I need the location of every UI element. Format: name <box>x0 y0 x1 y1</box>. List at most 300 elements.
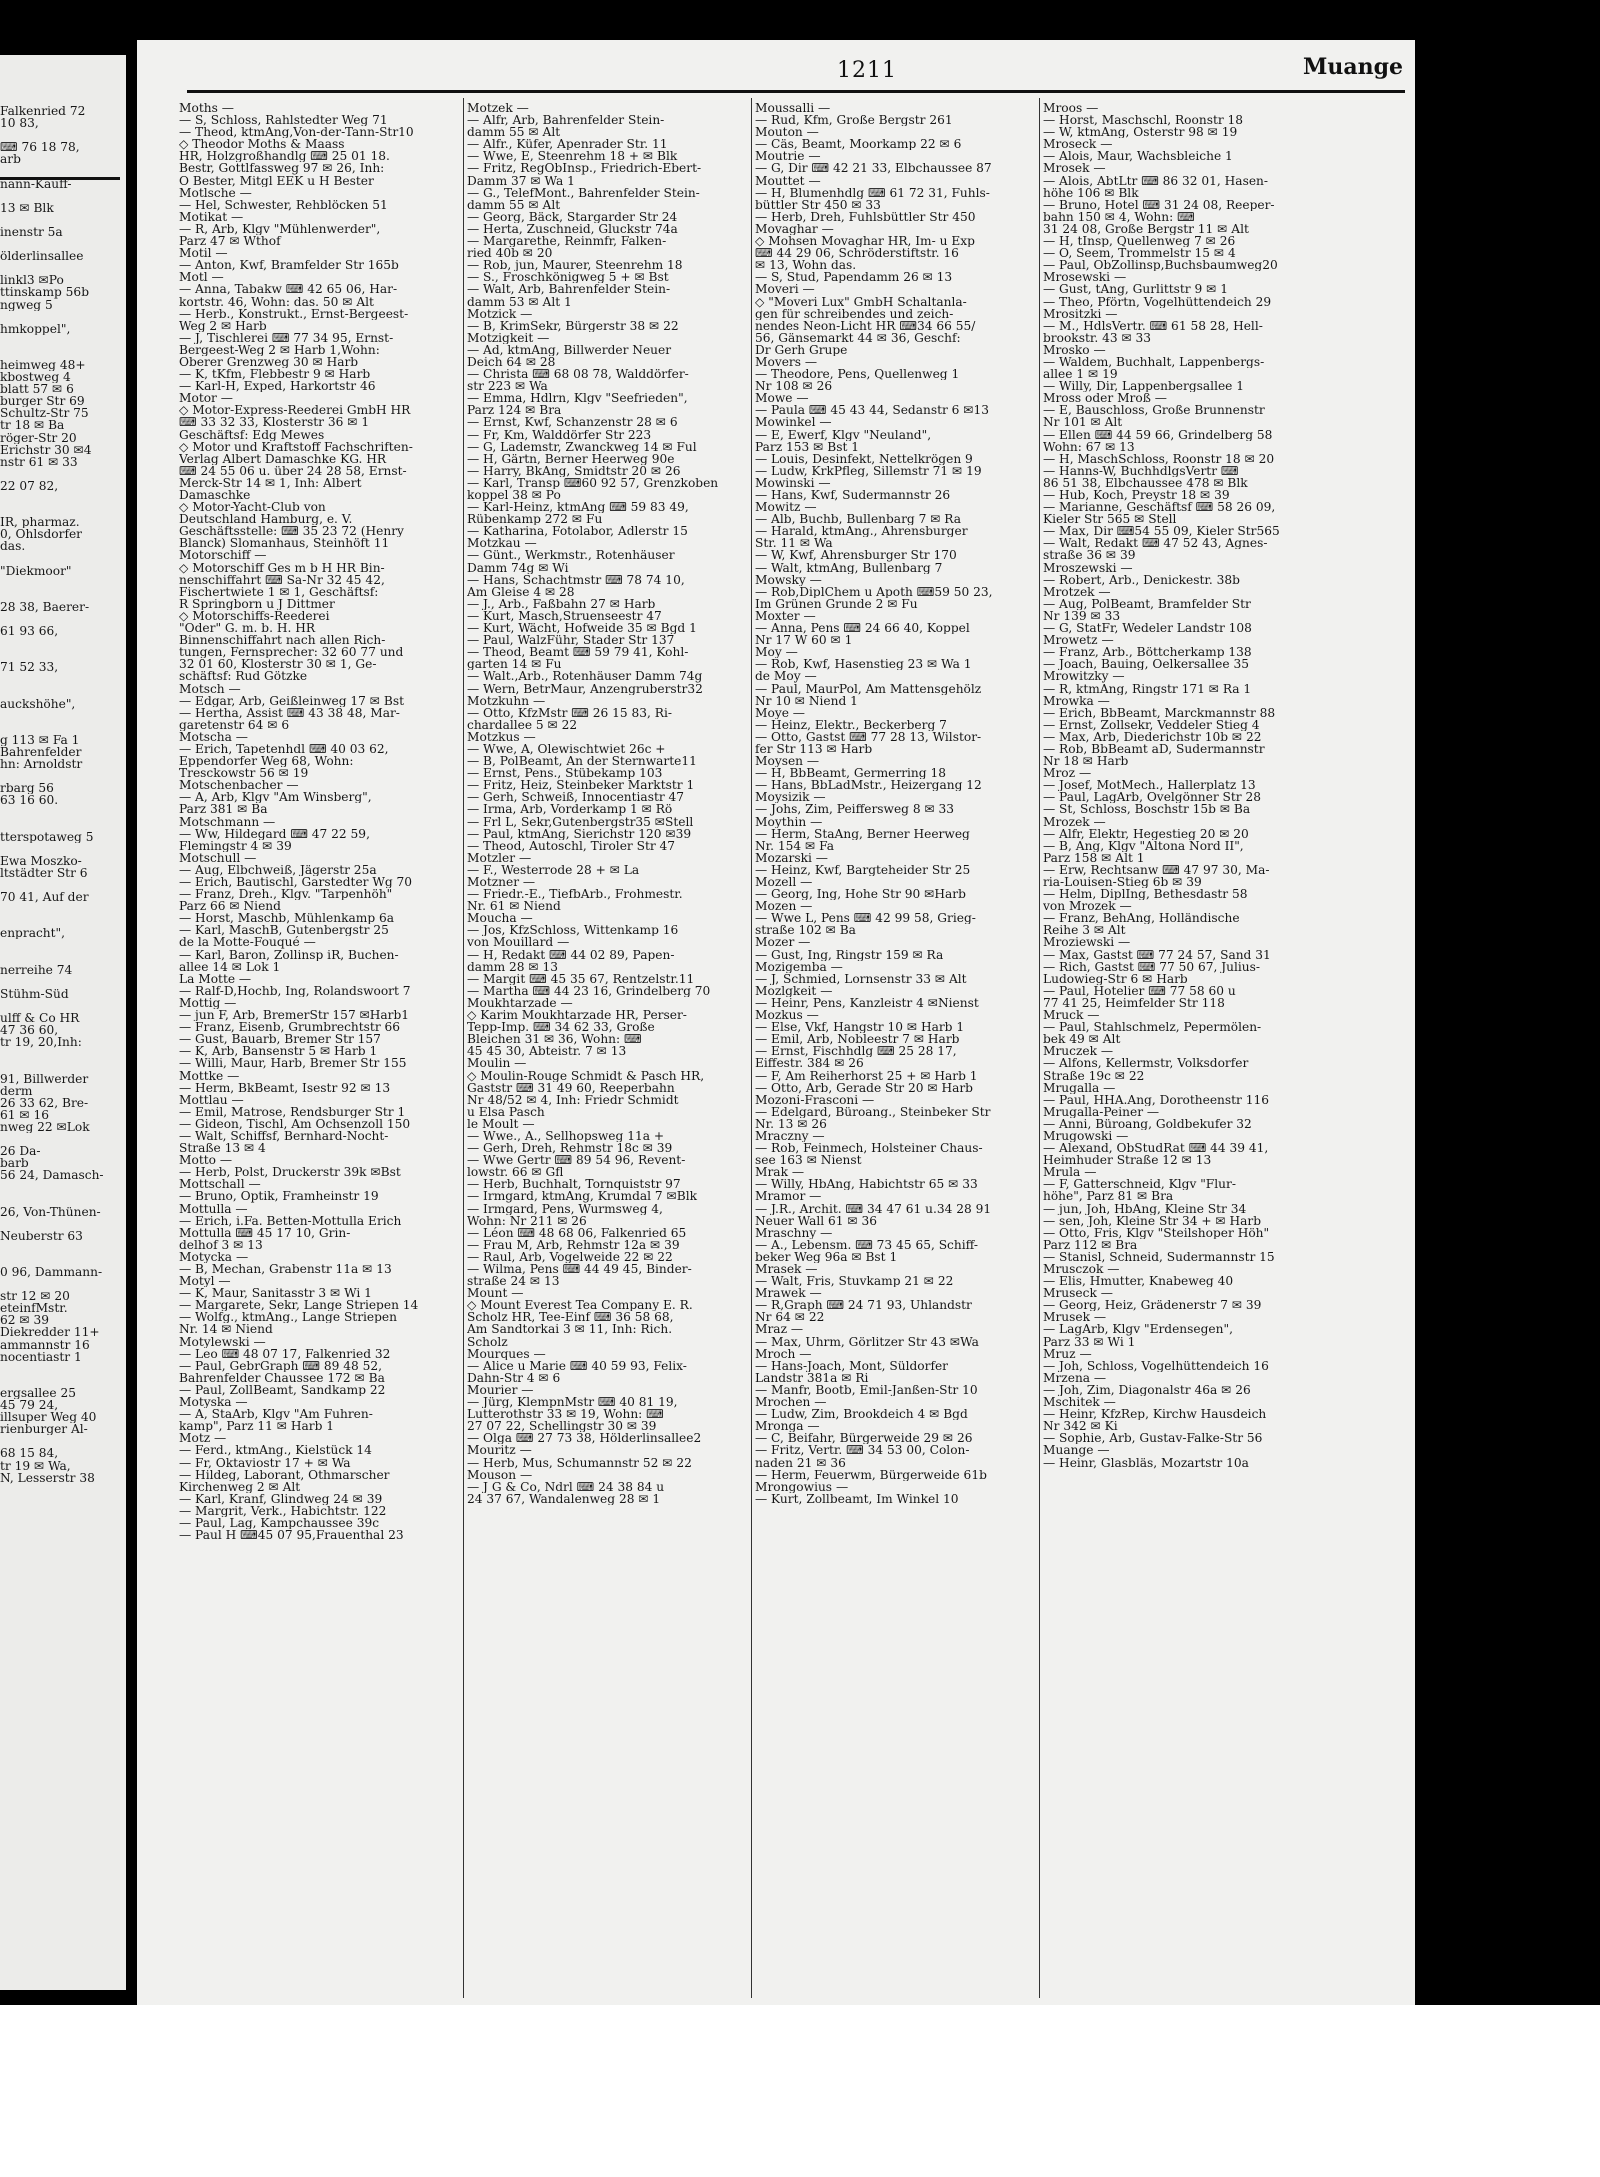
directory-entry-line: — Karl, MaschB, Gutenbergstr 25 <box>179 924 389 937</box>
directory-entry-line: — Heinz, Elektr., Beckerberg 7 <box>755 718 947 731</box>
directory-entry-line: delhof 3 ✉ 13 <box>179 1238 263 1251</box>
directory-entry-line: — Karl, Baron, Zollinsp iR, Buchen- <box>179 948 399 961</box>
directory-entry-line: büttler Str 450 ✉ 33 <box>755 198 881 211</box>
directory-entry-line <box>0 311 126 323</box>
directory-entry-line: — Fr, Km, Walddörfer Str 223 <box>467 428 652 441</box>
directory-entry-line: Heimhuder Straße 12 ✉ 13 <box>1043 1154 1212 1167</box>
directory-entry-line: Fischertwiete 1 ✉ 1, Geschäftsf: <box>179 585 379 598</box>
directory-entry-line: — Katharina, Fotolabor, Adlerstr 15 <box>467 525 688 538</box>
directory-column-3 <box>755 102 1037 1997</box>
directory-entry-line: tr 19 ✉ Wa, <box>0 1459 71 1472</box>
directory-entry-line: Nr. 61 ✉ Niend <box>467 900 561 913</box>
directory-entry-line: — Paul, ObZollinsp,Buchsbaumweg20 <box>1043 259 1278 272</box>
directory-entry-line: Parz 66 ✉ Niend <box>179 900 281 913</box>
directory-entry-line: Motschull — <box>179 851 257 864</box>
directory-entry-line: Mruck — <box>1043 1009 1100 1022</box>
directory-entry-line <box>0 915 126 927</box>
directory-entry-line <box>0 673 126 685</box>
directory-entry-line: — Ernst, Zollsekr, Veddeler Stieg 4 <box>1043 718 1260 731</box>
directory-entry-line: Motzigkeit — <box>467 331 550 344</box>
directory-entry-line: Mourques — <box>467 1347 546 1360</box>
directory-entry-line: Mottulla ⌨ 45 17 10, Grin- <box>179 1226 351 1239</box>
directory-entry-line: ◇ Motor-Yacht-Club von <box>179 501 326 514</box>
directory-entry-line: — Joach, Bauing, Oelkersallee 35 <box>1043 658 1249 671</box>
directory-entry-line: bahn 150 ✉ 4, Wohn: ⌨ <box>1043 210 1195 223</box>
directory-entry-line: Parz 112 ✉ Bra <box>1043 1238 1138 1251</box>
directory-entry-line: Mrosek — <box>1043 162 1106 175</box>
directory-entry-line: — Jürg, KlempnMstr ⌨ 40 81 19, <box>467 1396 678 1409</box>
directory-entry-line: "Oder" G. m. b. H. HR <box>179 622 316 635</box>
directory-entry-line: 86 51 38, Elbchaussee 478 ✉ Blk <box>1043 476 1248 489</box>
directory-entry-line: — Alice u Marie ⌨ 40 59 93, Felix- <box>467 1359 687 1372</box>
directory-entry-line: Landstr 381a ✉ Ri <box>755 1371 869 1384</box>
directory-entry-line: Dahn-Str 4 ✉ 6 <box>467 1371 561 1384</box>
directory-entry-line: heimweg 48+ <box>0 358 86 372</box>
directory-entry-line <box>0 492 126 504</box>
directory-entry-line: Moussalli — <box>755 102 831 115</box>
directory-entry-line: Mouson — <box>467 1468 533 1481</box>
directory-entry-line: — Aug, PolBeamt, Bramfelder Str <box>1043 597 1251 610</box>
directory-entry-line: Mowsky — <box>755 573 822 586</box>
directory-column-1 <box>179 102 461 1997</box>
directory-entry-line: Motzick — <box>467 307 533 320</box>
directory-entry-line: hn: Arnoldstr <box>0 758 83 771</box>
directory-entry-line: Scholz <box>467 1335 508 1348</box>
directory-entry-line <box>0 903 126 915</box>
directory-entry-line: 47 36 60, <box>0 1024 59 1037</box>
directory-entry-line: R Springborn u J Dittmer <box>179 597 335 610</box>
directory-entry-line: — Helm, Diplİng, Bethesdastr 58 <box>1043 888 1248 901</box>
directory-entry-line: — Georg, Heiz, Grädenerstr 7 ✉ 39 <box>1043 1299 1262 1312</box>
directory-entry-line: Mrositzki — <box>1043 307 1118 320</box>
directory-entry-line: Mozigemba — <box>755 960 843 973</box>
directory-entry-line: — Erw, Rechtsanw ⌨ 47 97 30, Ma- <box>1043 863 1270 876</box>
directory-entry-line: Eppendorfer Weg 68, Wohn: <box>179 755 354 768</box>
directory-entry-line: Mozlgkeit — <box>755 984 833 997</box>
directory-entry-line: — Alfr, Arb, Bahrenfelder Stein- <box>467 114 665 127</box>
directory-entry-line: — Louis, Desinfekt, Nettelkrögen 9 <box>755 452 973 465</box>
directory-entry-line <box>0 589 126 601</box>
directory-entry-line: Mraczny — <box>755 1129 825 1143</box>
directory-entry-line: HR, Holzgroßhandlg ⌨ 25 01 18. <box>179 150 390 163</box>
directory-entry-line: Mramor — <box>755 1190 822 1203</box>
directory-entry-line: — Georg, Bäck, Stargarder Str 24 <box>467 210 678 223</box>
directory-entry-line: — Wwe, E, Steenrehm 18 + ✉ Blk <box>467 150 678 163</box>
directory-entry-line <box>0 843 126 855</box>
directory-entry-line: — Walt, Fris, Stuvkamp 21 ✉ 22 <box>755 1275 954 1288</box>
directory-entry-line <box>0 238 126 250</box>
directory-entry-line: — Erich, BbBeamt, Marckmannstr 88 <box>1043 706 1276 719</box>
directory-entry-line: — Herm, BkBeamt, Isestr 92 ✉ 13 <box>179 1081 391 1094</box>
directory-entry-line: damm 53 ✉ Alt 1 <box>467 295 572 308</box>
directory-entry-line: str 223 ✉ Wa <box>467 380 548 393</box>
directory-entry-line: Parz 33 ✉ Wi 1 <box>1043 1335 1136 1348</box>
directory-entry-line: Mouton — <box>755 126 819 139</box>
directory-entry-line: Moths — <box>179 102 234 115</box>
directory-entry-line: Motscha — <box>179 730 248 743</box>
directory-entry-line: Ewa Moszko- <box>0 854 82 867</box>
directory-entry-line: Mount — <box>467 1287 524 1300</box>
directory-entry-line: — F, Am Reiherhorst 25 + ✉ Harb 1 <box>755 1069 978 1082</box>
directory-entry-line: — Hub, Koch, Preystr 18 ✉ 39 <box>1043 489 1230 502</box>
directory-entry-line: — Ludw, KrkPfleg, Sillemstr 71 ✉ 19 <box>755 464 982 477</box>
directory-entry-line: ölderlinsallee <box>0 250 84 263</box>
directory-entry-line: — Manfr, Bootb, Emil-Janßen-Str 10 <box>755 1383 978 1397</box>
directory-entry-line: — Wern, BetrMaur, Anzengruberstr32 <box>467 682 703 695</box>
directory-entry-line: ⌨ 33 32 33, Klosterstr 36 ✉ 1 <box>179 416 370 429</box>
directory-entry-line: allee 1 ✉ 19 <box>1043 368 1118 381</box>
directory-entry-line: tungen, Fernsprecher: 32 60 77 und <box>179 646 404 659</box>
directory-entry-line: — Willi, Maur, Harb, Bremer Str 155 <box>179 1057 407 1070</box>
page-number: 1211 <box>837 58 897 83</box>
directory-entry-line: — Otto, Gastst ⌨ 77 28 13, Wilstor- <box>755 730 982 743</box>
directory-entry-line: — Alfr., Küfer, Apenrader Str. 11 <box>467 138 668 151</box>
directory-entry-line: — M., HdlsVertr. ⌨ 61 58 28, Hell- <box>1043 319 1263 332</box>
directory-entry-line: — Paul, ZollBeamt, Sandkamp 22 <box>179 1383 386 1397</box>
directory-entry-line: — Heinr, Pens, Kanzleistr 4 ✉Nienst <box>755 996 979 1010</box>
directory-entry-line: 26 33 62, Bre- <box>0 1096 89 1109</box>
directory-entry-line <box>0 335 126 347</box>
directory-entry-line: straße 36 ✉ 39 <box>1043 549 1136 562</box>
directory-entry-line: Kirchenweg 2 ✉ Alt <box>179 1480 301 1493</box>
directory-entry-line: — Margarethe, Reinmfr, Falken- <box>467 235 667 248</box>
directory-entry-line <box>0 819 126 831</box>
directory-entry-line: — Georg, Ing, Hohe Str 90 ✉Harb <box>755 888 966 901</box>
directory-entry-line: Moye — <box>755 706 805 719</box>
directory-entry-line: — Karl, Transp ⌨60 92 57, Grenzkoben <box>467 476 719 489</box>
directory-entry-line <box>0 262 126 274</box>
directory-entry-line: — S, Schloss, Rahlstedter Weg 71 <box>179 114 388 127</box>
directory-entry-line: u Elsa Pasch <box>467 1105 545 1118</box>
directory-entry-line: — Wolfg., ktmAng., Lange Striepen <box>179 1311 397 1324</box>
directory-entry-line: — Heinr, KfzRep, Kirchw Hausdeich <box>1043 1408 1267 1421</box>
directory-entry-line: — Günt., Werkmstr., Rotenhäuser <box>467 549 675 562</box>
scan-margin <box>0 2005 1600 2177</box>
directory-entry-line: Damm 74g ✉ Wi <box>467 561 569 574</box>
directory-entry-line: Mraschny — <box>755 1226 833 1239</box>
directory-entry-line: brookstr. 43 ✉ 33 <box>1043 331 1152 344</box>
directory-entry-line: — S, Stud, Papendamm 26 ✉ 13 <box>755 271 953 284</box>
directory-entry-line: — K, Arb, Bansenstr 5 ✉ Harb 1 <box>179 1045 378 1058</box>
directory-entry-line: Mottke — <box>179 1069 240 1082</box>
directory-entry-line: Oberer Grenzweg 30 ✉ Harb <box>179 355 359 369</box>
directory-entry-line: Rübenkamp 272 ✉ Fu <box>467 513 603 526</box>
directory-column-2 <box>467 102 749 1997</box>
directory-entry-line: bek 49 ✉ Alt <box>1043 1033 1121 1046</box>
directory-entry-line: 56, Gänsemarkt 44 ✉ 36, Geschf: <box>755 331 961 344</box>
directory-entry-line: Tresckowstr 56 ✉ 19 <box>179 767 309 780</box>
directory-entry-line: Bergeest-Weg 2 ✉ Harb 1,Wohn: <box>179 343 380 356</box>
directory-entry-line <box>0 770 126 782</box>
directory-entry-line: — O, Seem, Trommelstr 15 ✉ 4 <box>1043 247 1236 260</box>
directory-entry-line: Moulin — <box>467 1057 527 1070</box>
directory-entry-line: Movers — <box>755 355 818 369</box>
directory-entry-line: Deich 64 ✉ 28 <box>467 355 556 369</box>
directory-entry-line: — Wwe, A, Olewischtwiet 26c + <box>467 742 666 756</box>
directory-entry-line: — K, Maur, Sanitasstr 3 ✉ Wi 1 <box>179 1287 372 1300</box>
directory-entry-line: Blanck) Slomanhaus, Steinhöft 11 <box>179 537 390 550</box>
directory-entry-line: — J.R., Archit. ⌨ 34 47 61 u.34 28 91 <box>755 1202 992 1215</box>
directory-entry-line: nstr 61 ✉ 33 <box>0 455 78 468</box>
directory-entry-line: — A., Lebensm. ⌨ 73 45 65, Schiff- <box>755 1238 978 1251</box>
directory-entry-line: — Frl L, Sekr,Gutenbergstr35 ✉Stell <box>467 815 694 828</box>
directory-entry-line: Gaststr ⌨ 31 49 60, Reeperbahn <box>467 1081 675 1094</box>
directory-entry-line: — Léon ⌨ 48 68 06, Falkenried 65 <box>467 1226 687 1239</box>
directory-entry-line <box>0 637 126 649</box>
directory-entry-line: auckshöhe", <box>0 697 76 710</box>
directory-entry-line: tterspotaweg 5 <box>0 830 94 843</box>
directory-entry-line: — Theod, ktmAng,Von-der-Tann-Str10 <box>179 126 414 139</box>
directory-entry-line: Straße 19c ✉ 22 <box>1043 1069 1145 1082</box>
directory-entry-line: Mouritz — <box>467 1444 532 1457</box>
directory-entry-line: — Emma, Hdlrn, Klgv "Seefrieden", <box>467 392 688 405</box>
directory-entry-line: höhe 106 ✉ Blk <box>1043 186 1139 199</box>
directory-entry-line: nenschiffahrt ⌨ Sa-Nr 32 45 42, <box>179 573 385 586</box>
directory-entry-line: — Irma, Arb, Vorderkamp 1 ✉ Rö <box>467 803 673 816</box>
directory-entry-line: — Wilma, Pens ⌨ 44 49 45, Binder- <box>467 1263 692 1276</box>
directory-entry-line: — Hanns-W, BuchhdlgsVertr ⌨ <box>1043 464 1239 477</box>
directory-entry-line: garten 14 ✉ Fu <box>467 658 562 671</box>
directory-entry-line: Mowinski — <box>755 476 831 489</box>
directory-entry-line: Parz 124 ✉ Bra <box>467 404 562 417</box>
directory-entry-line: — Willy, Dir, Lappenbergsallee 1 <box>1043 380 1245 393</box>
directory-entry-line: Mrowetz — <box>1043 634 1114 647</box>
directory-entry-line: 71 52 33, <box>0 661 59 674</box>
directory-entry-line: — G., TelefMont., Bahrenfelder Stein- <box>467 186 700 199</box>
directory-page <box>137 40 1415 2005</box>
directory-entry-line: Motzner — <box>467 876 536 889</box>
directory-entry-line: — J., Arb., Faßbahn 27 ✉ Harb <box>467 597 656 610</box>
directory-entry-line: — E, Ewerf, Klgv "Neuland", <box>755 428 932 441</box>
directory-entry-line: Lutterothstr 33 ✉ 19, Wohn: ⌨ <box>467 1408 664 1421</box>
directory-entry-line: kbostweg 4 <box>0 371 71 384</box>
directory-entry-line: Nr 139 ✉ 33 <box>1043 609 1121 623</box>
directory-entry-line: Moveri — <box>755 283 815 296</box>
directory-entry-line: — Fritz, RegObInsp., Friedrich-Ebert- <box>467 162 702 175</box>
directory-entry-line <box>0 1254 126 1266</box>
directory-entry-line: — Gust, Ing, Ringstr 159 ✉ Ra <box>755 948 944 961</box>
directory-entry-line: — Harry, BkAng, Smidtstr 20 ✉ 26 <box>467 464 681 477</box>
directory-entry-line <box>0 649 126 661</box>
directory-entry-line: — Ludw, Zim, Brookdeich 4 ✉ Bgd <box>755 1408 968 1421</box>
directory-entry-line: Am Gleise 4 ✉ 28 <box>467 585 575 598</box>
directory-entry-line: ttinskamp 56b <box>0 286 89 299</box>
directory-entry-line: allee 14 ✉ Lok 1 <box>179 960 281 973</box>
directory-entry-line: Mrugalla-Peiner — <box>1043 1105 1160 1118</box>
directory-entry-line: Mowe — <box>755 392 809 405</box>
directory-entry-line: 62 ✉ 39 <box>0 1314 49 1327</box>
directory-entry-line: — Herta, Zuschneid, Gluckstr 74a <box>467 222 678 236</box>
directory-entry-line: 61 93 66, <box>0 625 59 638</box>
directory-entry-line: hmkoppel", <box>0 322 71 335</box>
directory-entry-line: Mrula — <box>1043 1166 1097 1179</box>
directory-entry-line: Motyl — <box>179 1275 231 1288</box>
directory-entry-line <box>0 504 126 516</box>
directory-entry-line: Mrozek — <box>1043 815 1106 828</box>
directory-entry-line: — Paul, LagArb, Ovelgönner Str 28 <box>1043 791 1262 804</box>
directory-entry-line: 0, Ohlsdorfer <box>0 528 83 541</box>
directory-entry-line: — Anni, Büroang, Goldbekufer 32 <box>1043 1117 1252 1130</box>
directory-entry-line: 61 ✉ 16 <box>0 1108 49 1121</box>
directory-entry-line: Nr 64 ✉ 22 <box>755 1311 825 1324</box>
directory-entry-line <box>0 1000 126 1012</box>
directory-entry-line: — Walt, ktmAng, Bullenbarg 7 <box>755 561 943 574</box>
directory-entry-line: Motil — <box>179 247 228 260</box>
directory-entry-line: Mross oder Mroß — <box>1043 392 1167 405</box>
directory-entry-line <box>0 1048 126 1060</box>
directory-entry-line: — H, tInsp, Quellenweg 7 ✉ 26 <box>1043 235 1236 248</box>
directory-entry-line: "Diekmoor" <box>0 564 72 577</box>
directory-entry-line: Motzkuhn — <box>467 694 546 707</box>
directory-entry-line: — sen, Joh, Kleine Str 34 + ✉ Harb <box>1043 1214 1262 1227</box>
directory-entry-line: — Edelgard, Büroang., Steinbeker Str <box>755 1105 991 1118</box>
directory-entry-line: Wohn: Nr 211 ✉ 26 <box>467 1214 587 1227</box>
directory-entry-line: Neuberstr 63 <box>0 1229 83 1242</box>
directory-entry-line: Nr 10 ✉ Niend 1 <box>755 694 858 707</box>
directory-entry-line: — Herb., Konstrukt., Ernst-Bergeest- <box>179 307 409 320</box>
directory-entry-line: — F., Westerrode 28 + ✉ La <box>467 863 640 876</box>
directory-entry-line: Erichstr 30 ✉4 <box>0 443 92 456</box>
directory-entry-line: Mrongowius — <box>755 1480 849 1493</box>
directory-entry-line: ◇ Motorschiffs-Reederei <box>179 609 330 623</box>
directory-entry-line: — Herm, StaAng, Berner Heerweg <box>755 827 970 840</box>
directory-entry-line: Mouttet — <box>755 174 821 187</box>
directory-entry-line: Mrzena — <box>1043 1371 1107 1384</box>
directory-entry-line: — Anton, Kwf, Bramfelder Str 165b <box>179 259 399 272</box>
directory-entry-line: Parz 153 ✉ Bst 1 <box>755 440 859 453</box>
directory-entry-line <box>0 1435 126 1447</box>
directory-entry-line: Moutrie — <box>755 150 821 163</box>
directory-entry-line: 56 24, Damasch- <box>0 1169 104 1182</box>
directory-entry-line: ◇ Theodor Moths & Maass <box>179 138 345 151</box>
directory-entry-line: Mozoni-Frasconi — <box>755 1093 875 1106</box>
directory-entry-line: Mottulla — <box>179 1202 248 1215</box>
directory-entry-line: Straße 13 ✉ 4 <box>179 1142 266 1155</box>
directory-entry-line: — Rich, Gastst ⌨ 77 50 67, Julius- <box>1043 960 1260 973</box>
directory-entry-line: — Margit ⌨ 45 35 67, Rentzelstr.11 <box>467 972 695 985</box>
directory-entry-line: — H, MaschSchloss, Roonstr 18 ✉ 20 <box>1043 452 1275 465</box>
directory-entry-line: — H, Gärtn, Berner Heerweg 90e <box>467 452 675 465</box>
directory-entry-line: blatt 57 ✉ 6 <box>0 383 74 396</box>
directory-entry-line: — Leo ⌨ 48 07 17, Falkenried 32 <box>179 1347 391 1360</box>
directory-entry-line: — Gerh, Schweiß, Innocentiastr 47 <box>467 791 685 804</box>
directory-entry-line: — Sophie, Arb, Gustav-Falke-Str 56 <box>1043 1432 1263 1445</box>
header-rule <box>187 90 1405 93</box>
directory-entry-line: — Ww, Hildegard ⌨ 47 22 59, <box>179 827 370 840</box>
directory-entry-line: — Margarete, Sekr, Lange Striepen 14 <box>179 1299 419 1312</box>
directory-entry-line: — Paul, WalzFühr, Stader Str 137 <box>467 634 675 647</box>
directory-entry-line: Bahrenfelder Chaussee 172 ✉ Ba <box>179 1371 385 1384</box>
directory-entry-line: 10 83, <box>0 117 39 130</box>
directory-entry-line: Moysizik — <box>755 791 826 804</box>
directory-entry-line: — Franz, Arb., Böttcherkamp 138 <box>1043 646 1252 659</box>
directory-entry-line: Motorschiff — <box>179 549 267 562</box>
directory-entry-line: Damm 37 ✉ Wa 1 <box>467 174 575 187</box>
directory-entry-line: — Ellen ⌨ 44 59 66, Grindelberg 58 <box>1043 428 1273 441</box>
directory-entry-line: — Rob, Kwf, Hasenstieg 23 ✉ Wa 1 <box>755 658 972 671</box>
directory-entry-line: — Franz, BehAng, Holländische <box>1043 912 1240 925</box>
directory-entry-line: 24 37 67, Wandalenweg 28 ✉ 1 <box>467 1492 661 1505</box>
directory-entry-line: — Paul, ktmAng, Sierichstr 120 ✉39 <box>467 827 692 840</box>
directory-entry-line: 28 38, Baerer- <box>0 600 90 613</box>
directory-entry-line <box>0 879 126 891</box>
directory-entry-line: — W, ktmAng, Osterstr 98 ✉ 19 <box>1043 126 1238 139</box>
directory-entry-line: — Harald, ktmAng., Ahrensburger <box>755 525 968 538</box>
directory-entry-line: — Hans, Schachtmstr ⌨ 78 74 10, <box>467 573 685 586</box>
directory-entry-line: — Karl-Heinz, ktmAng ⌨ 59 83 49, <box>467 501 689 514</box>
directory-entry-line: Mowinkel — <box>755 416 832 429</box>
directory-entry-line: — Gust, tAng, Gurlittstr 9 ✉ 1 <box>1043 283 1228 296</box>
directory-entry-line: — Theod, Autoschl, Tiroler Str 47 <box>467 839 676 852</box>
directory-entry-line: Mroseck — <box>1043 138 1113 151</box>
directory-entry-line <box>0 1363 126 1375</box>
directory-entry-line: Tepp-Imp. ⌨ 34 62 33, Große <box>467 1021 655 1034</box>
directory-entry-line: — Ernst, Fischhdlg ⌨ 25 28 17, <box>755 1045 957 1058</box>
directory-entry-line: das. <box>0 540 26 553</box>
directory-entry-line: Scholz HR, Tee-Einf ⌨ 36 58 68, <box>467 1311 674 1324</box>
directory-entry-line: Motzler — <box>467 851 532 864</box>
directory-entry-line: — Friedr.-E., TiefbArb., Frohmestr. <box>467 888 683 901</box>
directory-entry-line: Motylewski — <box>179 1335 266 1348</box>
running-head: Muange <box>1303 54 1403 80</box>
directory-entry-line: Mroszewski — <box>1043 561 1133 574</box>
directory-entry-line: 63 16 60. <box>0 794 59 807</box>
directory-entry-line: — Ralf-D,Hochb, Ing, Rolandswoort 7 <box>179 984 411 997</box>
directory-entry-line: — Alfons, Kellermstr, Volksdorfer <box>1043 1057 1249 1070</box>
directory-entry-line: fer Str 113 ✉ Harb <box>755 742 873 756</box>
directory-entry-line: Mourier — <box>467 1383 534 1397</box>
directory-entry-line: Mrochen — <box>755 1396 827 1409</box>
directory-entry-line: — Walt.,Arb., Rotenhäuser Damm 74g <box>467 670 703 683</box>
directory-entry-line <box>0 347 126 359</box>
directory-entry-line: Motz — <box>179 1432 227 1445</box>
directory-entry-line: — S., Froschkönigweg 5 + ✉ Bst <box>467 271 669 284</box>
directory-entry-line: — Horst, Maschb, Mühlenkamp 6a <box>179 912 395 925</box>
directory-entry-line: — Christa ⌨ 68 08 78, Walddörfer- <box>467 368 689 381</box>
directory-entry-line: — Rud, Kfm, Große Bergstr 261 <box>755 114 953 127</box>
directory-entry-line: — Otto, Fris, Klgv "Steilshoper Höh" <box>1043 1226 1270 1239</box>
directory-entry-line: Mroos — <box>1043 102 1099 115</box>
directory-entry-line: — Paul, GebrGraph ⌨ 89 48 52, <box>179 1359 383 1372</box>
directory-entry-line: Motikat — <box>179 210 244 223</box>
directory-entry-line: Falkenried 72 <box>0 105 86 118</box>
directory-entry-line: Bahrenfelder <box>0 745 82 759</box>
directory-entry-line: ltstädter Str 6 <box>0 866 88 879</box>
directory-entry-line: — Herm, Feuerwm, Bürgerweide 61b <box>755 1468 987 1481</box>
directory-entry-line: — Paul H ⌨45 07 95,Frauenthal 23 <box>179 1529 404 1542</box>
directory-entry-line: Mrusek — <box>1043 1311 1107 1324</box>
directory-entry-line: — Elis, Hmutter, Knabeweg 40 <box>1043 1275 1234 1288</box>
directory-entry-line: — R, Arb, Klgv "Mühlenwerder", <box>179 222 381 236</box>
directory-entry-line: — A, Arb, Klgv "Am Winsberg", <box>179 791 372 804</box>
directory-entry-line: — Martha ⌨ 44 23 16, Grindelberg 70 <box>467 984 711 997</box>
directory-entry-line: enpracht", <box>0 927 66 940</box>
directory-entry-line: Motor — <box>179 392 233 405</box>
directory-entry-line: Muange — <box>1043 1444 1110 1457</box>
directory-entry-line: — Theo, Pförtn, Vogelhüttendeich 29 <box>1043 295 1272 308</box>
directory-entry-line <box>0 165 126 177</box>
directory-entry-line: — F, Gatterschneid, Klgv "Flur- <box>1043 1178 1236 1191</box>
directory-entry-line: 27 07 22, Schellingstr 30 ✉ 39 <box>467 1420 657 1433</box>
directory-entry-line <box>0 722 126 734</box>
directory-entry-line: Mozkus — <box>755 1009 819 1022</box>
directory-entry-line: — Joh, Zim, Diagonalstr 46a ✉ 26 <box>1043 1383 1251 1397</box>
directory-entry-line: Nr 17 W 60 ✉ 1 <box>755 634 853 647</box>
directory-entry-line <box>0 1133 126 1145</box>
directory-entry-line: barb <box>0 1157 29 1170</box>
directory-entry-line: ria-Louisen-Stieg 6b ✉ 39 <box>1043 876 1202 889</box>
directory-entry-line: — G, StatFr, Wedeler Landstr 108 <box>1043 622 1252 635</box>
